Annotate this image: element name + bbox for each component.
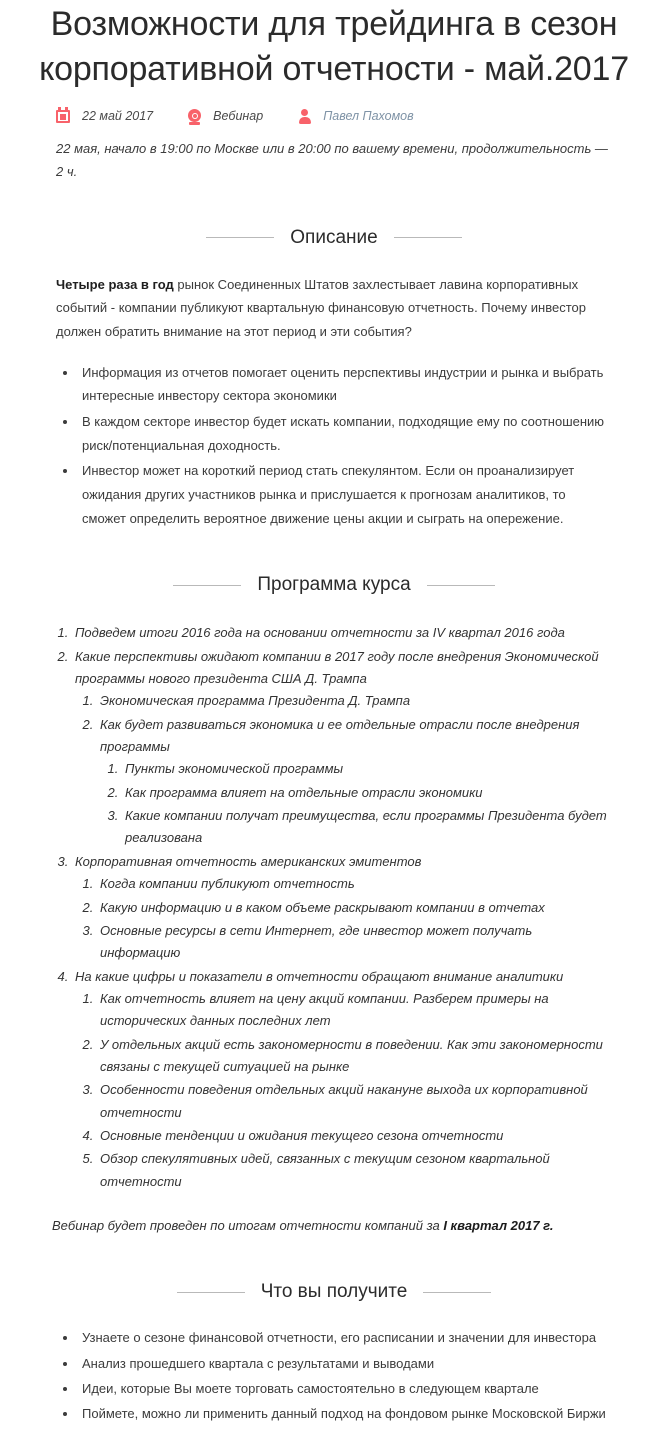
list-item <box>72 851 612 965</box>
program-footer-bold: I квартал 2017 г. <box>443 1218 554 1234</box>
list-item <box>72 646 612 850</box>
section-heading-description-label: Описание <box>290 226 378 248</box>
description-intro <box>56 273 612 344</box>
meta-author-link[interactable]: Павел Пахомов <box>323 109 414 124</box>
list-item: 1. Когда компании публикуют отчетность <box>97 873 612 895</box>
list-item: • Анализ прошедшего квартала с результатами и выводами <box>78 1351 612 1376</box>
program-footer <box>52 1215 612 1237</box>
list-item <box>97 714 612 850</box>
list-item: • Инвестор может на короткий период стать спекулянтом. Если он проанализирует ожидания других участников рынка и прислушается к прогнозам аналитиков, то сможет определить вероятное движение цены акции и сыграть на опережение. <box>78 459 612 530</box>
page-title: Возможности для трейдинга в сезон корпоративной отчетности - май.2017 <box>39 5 629 89</box>
meta-format <box>187 108 263 124</box>
meta-date-label: 22 май 2017 <box>82 109 154 124</box>
program-level-1 <box>52 622 612 1193</box>
meta-format-label: Вебинар <box>213 109 264 124</box>
program-item-text: Корпоративная отчетность американских эмитентов <box>75 853 422 869</box>
program-list <box>52 622 612 1193</box>
rule-left <box>173 585 241 586</box>
list-item: • В каждом секторе инвестор будет искать компании, подходящие ему по соотношению риск/потенциальная доходность. <box>78 410 612 457</box>
list-item: 3. Какие компании получат преимущества, если программы Президента будет реализована <box>122 805 612 850</box>
webinar-page <box>0 2 668 1437</box>
section-heading-description <box>124 227 544 249</box>
list-item: 3. Особенности поведения отдельных акций накануне выхода их корпоративной отчетности <box>97 1079 612 1124</box>
webcam-icon <box>187 108 202 124</box>
section-heading-benefits <box>124 1281 544 1303</box>
list-item: 2. Как программа влияет на отдельные отрасли экономики <box>122 782 612 804</box>
rule-right <box>423 1292 491 1293</box>
person-icon <box>297 108 312 124</box>
list-item: • Поймете, можно ли применить данный подход на фондовом рынке Московской Биржи <box>78 1401 612 1426</box>
section-heading-program <box>124 574 544 596</box>
list-item: 2. Какую информацию и в каком объеме раскрывают компании в отчетах <box>97 897 612 919</box>
program-level-2 <box>75 690 612 850</box>
meta-author <box>297 108 413 124</box>
list-item: 1. Пункты экономической программы <box>122 758 612 780</box>
list-item: • Идеи, которые Вы моете торговать самостоятельно в следующем квартале <box>78 1376 612 1401</box>
list-item: 3. Основные ресурсы в сети Интернет, где инвестор может получать информацию <box>97 920 612 965</box>
list-item: 1. Как отчетность влияет на цену акций компании. Разберем примеры на исторических данных последних лет <box>97 988 612 1033</box>
program-footer-prefix: Вебинар будет проведен по итогам отчетности компаний за <box>52 1218 444 1234</box>
list-item <box>72 966 612 1194</box>
description-intro-bold: Четыре раза в год <box>56 276 174 292</box>
meta-row <box>56 108 668 124</box>
list-item: • Информация из отчетов помогает оценить перспективы индустрии и рынка и выбрать интересные инвестору сектора экономики <box>78 361 612 408</box>
rule-left <box>206 237 274 238</box>
list-item: 4. Основные тенденции и ожидания текущего сезона отчетности <box>97 1125 612 1147</box>
rule-left <box>177 1292 245 1293</box>
bottom-spacer <box>0 1427 668 1437</box>
rule-right <box>427 585 495 586</box>
section-heading-benefits-label: Что вы получите <box>260 1281 408 1303</box>
list-item: 2. У отдельных акций есть закономерности в поведении. Как эти закономерности связаны с текущей ситуацией на рынке <box>97 1034 612 1079</box>
calendar-icon <box>56 108 71 124</box>
list-item: • Узнаете о сезоне финансовой отчетности, его расписании и значении для инвестора <box>78 1325 612 1350</box>
benefits-bullet-list <box>56 1325 612 1426</box>
list-item: 5. Обзор спекулятивных идей, связанных с текущим сезоном квартальной отчетности <box>97 1148 612 1193</box>
program-item-text: Как будет развиваться экономика и ее отдельные отрасли после внедрения программы <box>100 716 580 754</box>
list-item <box>97 690 612 712</box>
program-level-2 <box>75 988 612 1193</box>
program-item-text: Подведем итоги 2016 года на основании отчетности за IV квартал 2016 года <box>75 625 565 641</box>
program-item-text: На какие цифры и показатели в отчетности обращают внимание аналитики <box>75 968 564 984</box>
program-item-text: Какие перспективы ожидают компании в 2017 году после внедрения Экономической программы нового президента США Д. Трампа <box>75 648 599 686</box>
program-level-2 <box>75 873 612 964</box>
list-item <box>72 622 612 644</box>
rule-right <box>394 237 462 238</box>
program-item-text: Экономическая программа Президента Д. Трампа <box>100 693 411 709</box>
meta-date <box>56 108 153 124</box>
event-schedule-text: 22 мая, начало в 19:00 по Москве или в 20:00 по вашему времени, продолжительность — 2 ч. <box>56 141 608 179</box>
description-intro-rest: рынок Соединенных Штатов захлестывает лавина корпоративных событий - компании публикуют квартальную финансовую отчетность. Почему инвестор должен обратить внимание на этот период и эти события? <box>56 276 586 339</box>
description-bullet-list <box>56 361 612 531</box>
program-level-3 <box>100 758 612 849</box>
section-heading-program-label: Программа курса <box>257 574 411 596</box>
